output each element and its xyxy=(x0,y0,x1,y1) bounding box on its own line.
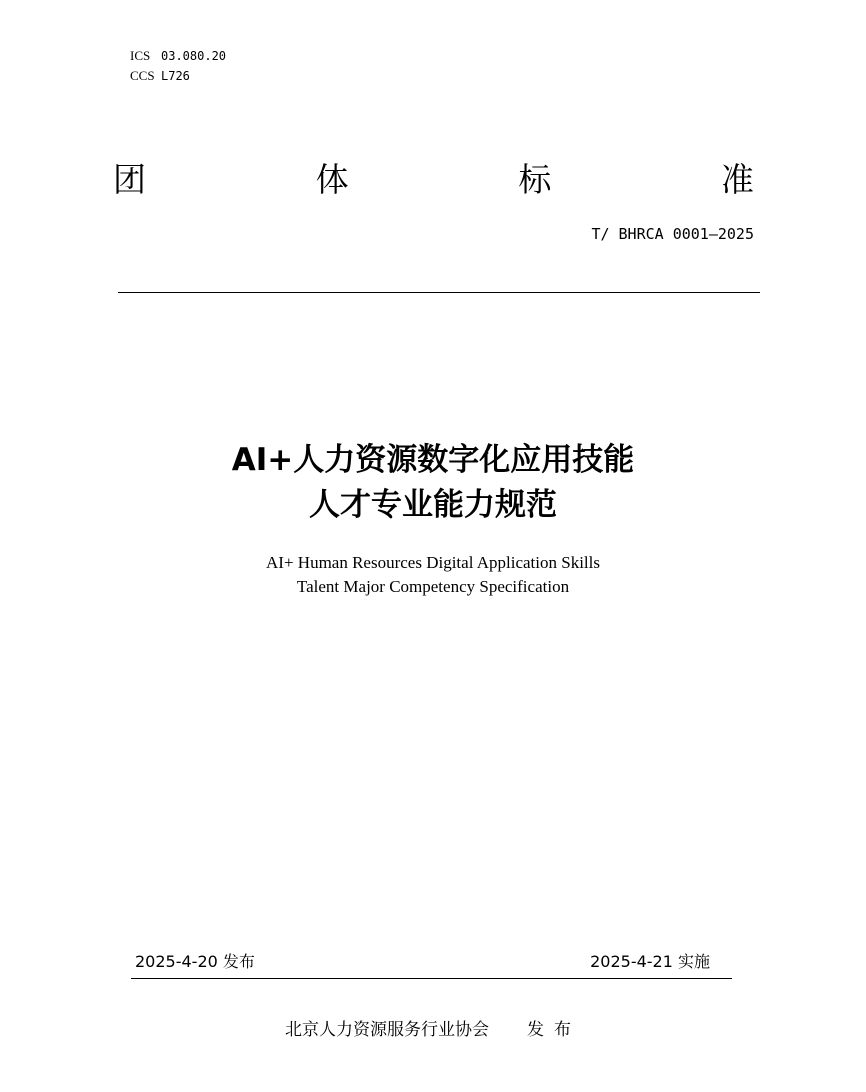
standard-type-char: 体 xyxy=(315,160,349,199)
publisher-name: 北京人力资源服务行业协会 xyxy=(285,1020,489,1040)
publisher xyxy=(0,1017,866,1043)
title-cn-line2: 人才专业能力规范 xyxy=(309,487,557,523)
standard-type-char: 标 xyxy=(518,160,552,199)
standard-type-char: 准 xyxy=(720,160,754,199)
implementation-date: 2025-4-21 实施 xyxy=(590,952,710,971)
ccs-code xyxy=(130,66,226,86)
divider-bottom xyxy=(131,978,732,979)
standard-type xyxy=(113,160,754,200)
ics-value: 03.080.20 xyxy=(161,49,227,63)
standard-type-char: 团 xyxy=(113,160,146,199)
ccs-value: L726 xyxy=(161,69,190,83)
standard-number: T/ BHRCA 0001—2025 xyxy=(591,225,754,243)
classification-codes xyxy=(130,46,226,86)
publisher-action: 发布 xyxy=(527,1020,581,1040)
release-date: 2025-4-20 发布 xyxy=(135,952,255,971)
divider-top xyxy=(118,292,760,293)
title-en-line1: AI+ Human Resources Digital Application Skills xyxy=(266,553,600,572)
ccs-label: CCS xyxy=(130,68,155,83)
title-en-line2: Talent Major Competency Specification xyxy=(296,577,570,596)
ics-label: ICS xyxy=(130,48,151,63)
title-cn-line1: AI+人力资源数字化应用技能 xyxy=(231,442,635,478)
ics-code xyxy=(130,46,226,66)
